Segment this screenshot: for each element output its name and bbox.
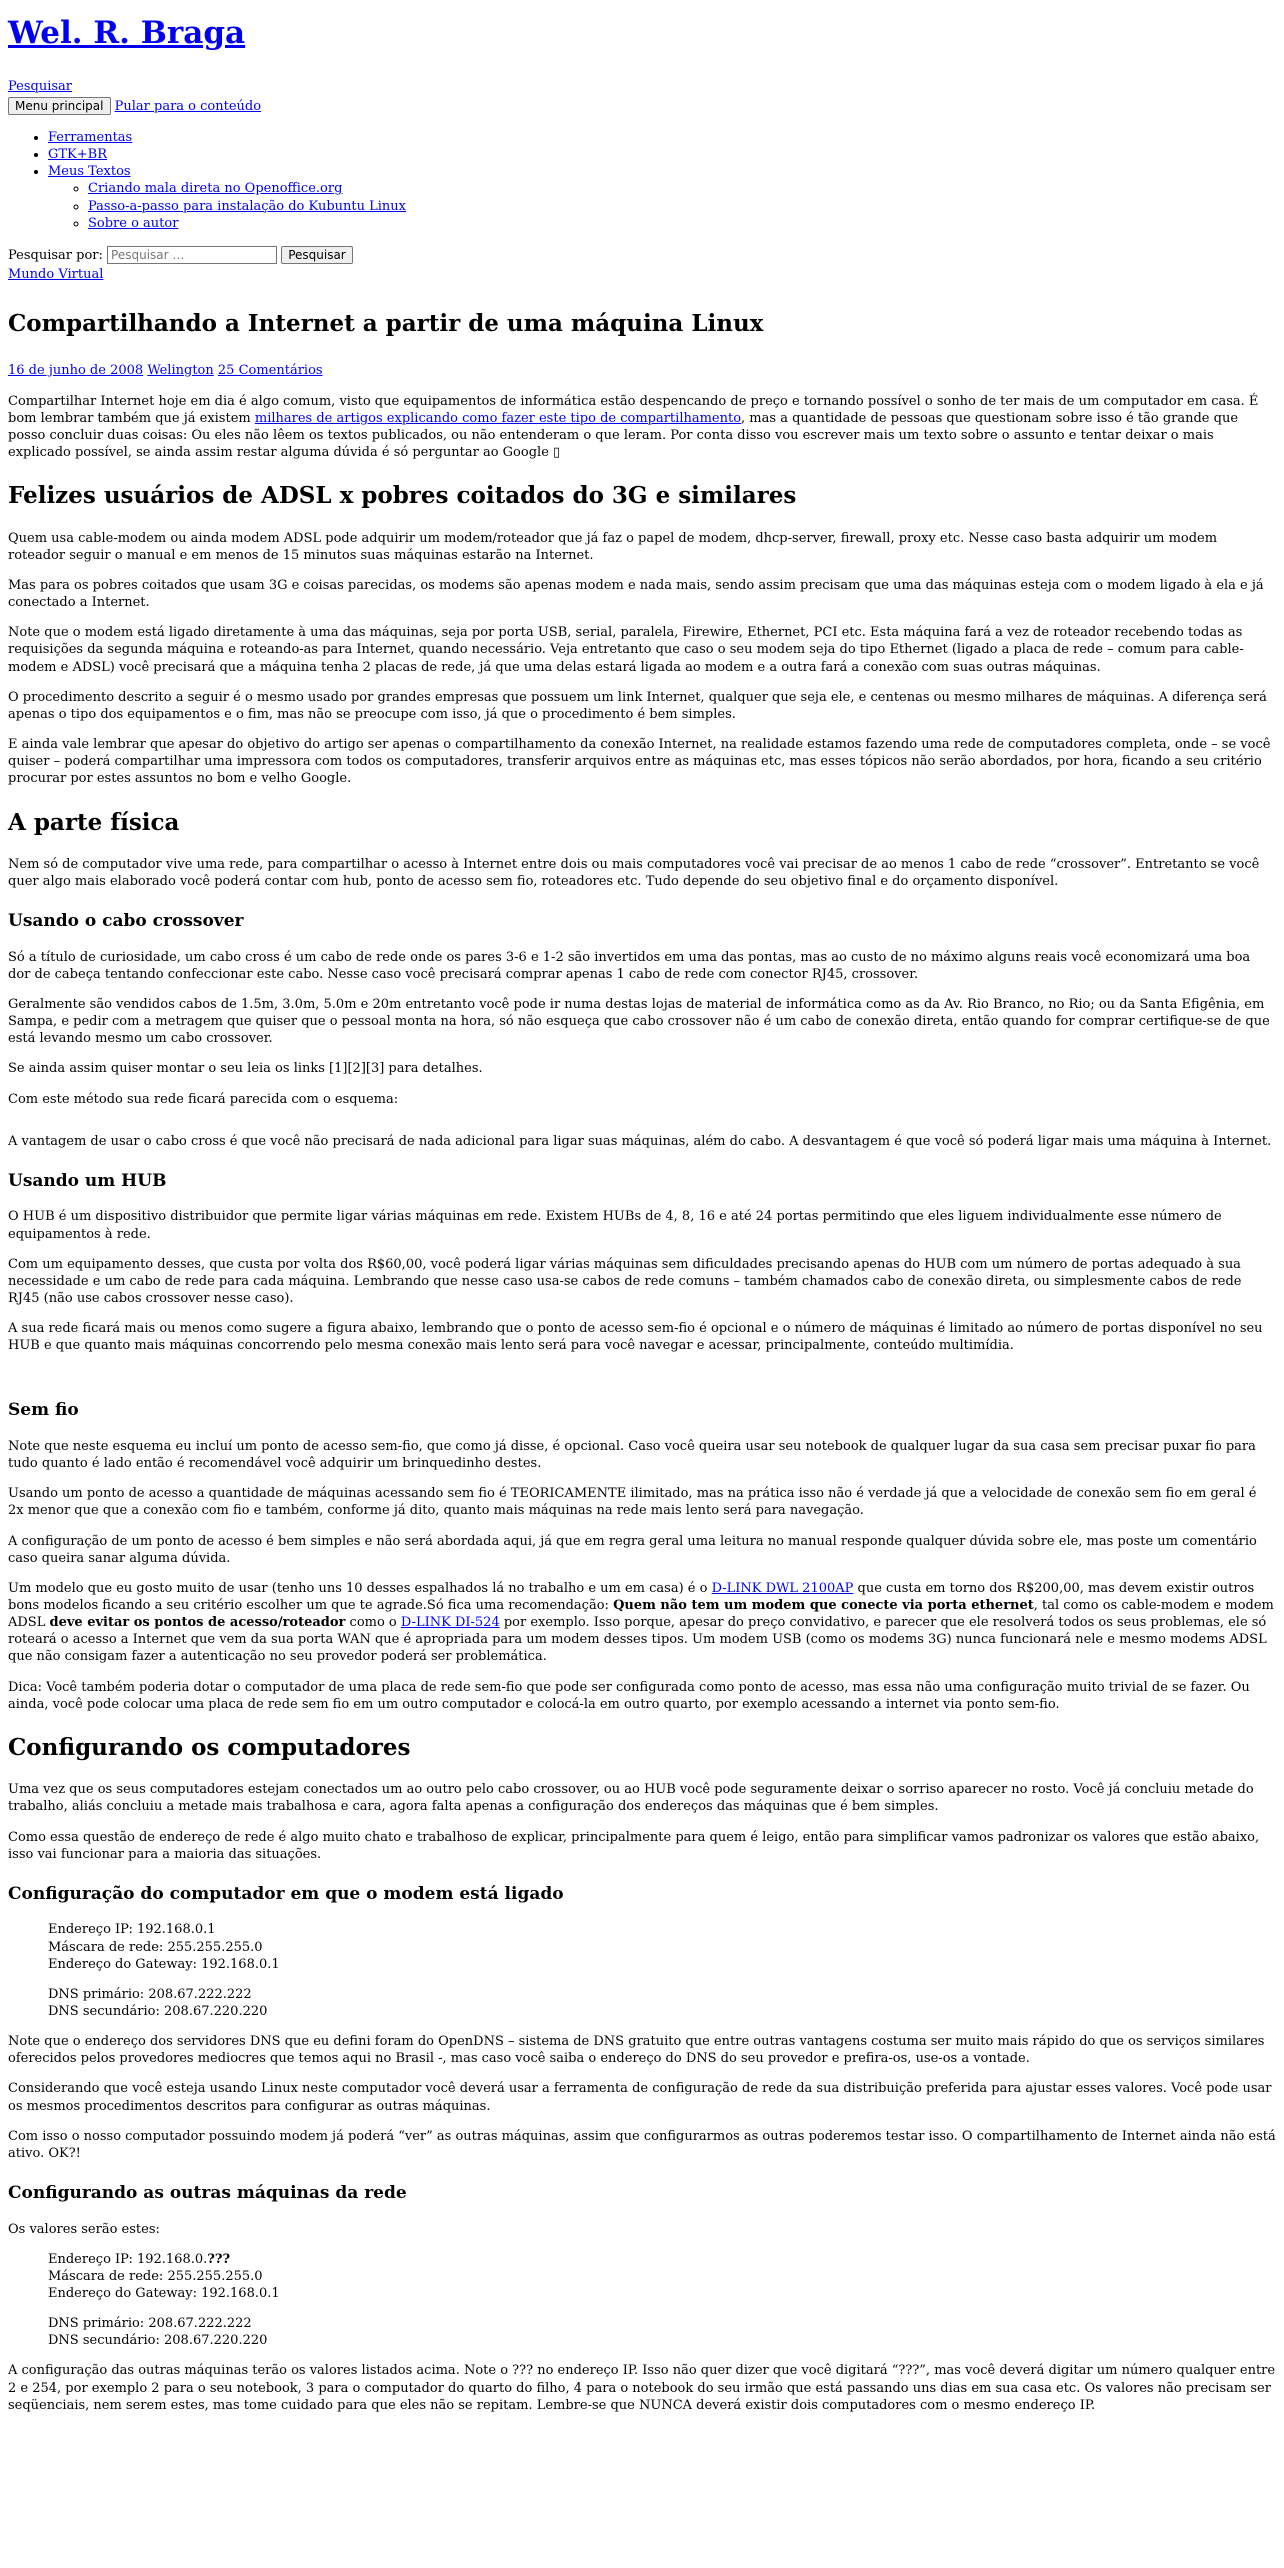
- paragraph: A vantagem de usar o cabo cross é que você não precisará de nada adicional para ligar suas máquinas, além do cabo. A desvantagem é que você só poderá ligar mais uma máquina à Internet.: [8, 1133, 1272, 1149]
- paragraph: Note que neste esquema eu incluí um ponto de acesso sem-fio, que como já disse, é opcional. Caso você queira usar seu notebook de qualquer lugar da sua casa sem precisar puxar fio para tudo quanto é lado então é recomendável você adquirir um brinquedinho destes.: [8, 1438, 1256, 1472]
- paragraph: A sua rede ficará mais ou menos como sugere a figura abaixo, lembrando que o ponto de acesso sem-fio é opcional e o número de máquinas é limitado ao número de portas disponível no seu HUB e que quanto mais máquinas concorrendo pelo mesma conexão mais lento será para você navegar e acessar, principalmente, conteúdo multimídia.: [8, 1321, 1263, 1354]
- search-form: [8, 246, 1276, 264]
- nav-item-gtkbr: [48, 146, 1276, 163]
- config-gateway: Endereço do Gateway: 192.168.0.1: [48, 2285, 280, 2301]
- text: Um modelo que eu gosto muito de usar (tenho uns 10 desses espalhados lá no trabalho e um em casa) é o: [8, 1580, 712, 1596]
- paragraph-dlink: [8, 1580, 1276, 1666]
- paragraph: Usando um ponto de acesso a quantidade de máquinas acessando sem fio é TEORICAMENTE ilimitado, mas na prática isso não é verdade já que a velocidade de conexão sem fio em geral é 2x menor que que a conexão com fio e também, conforme já dito, quanto mais máquinas na rede mais lento será para navegação.: [8, 1486, 1257, 1519]
- config-dns1: DNS primário: 208.67.222.222: [48, 1986, 252, 2002]
- network-config-block: [48, 2251, 1276, 2350]
- site-title: [8, 16, 1276, 52]
- config-dns1: DNS primário: 208.67.222.222: [48, 2316, 252, 2332]
- mundo-virtual-link[interactable]: Mundo Virtual: [8, 267, 104, 283]
- paragraph: Com um equipamento desses, que custa por volta dos R$60,00, você poderá ligar várias máquinas sem dificuldades precisando apenas do HUB com um número de portas adequado à sua necessidade e um cabo de rede para cada máquina. Lembrando que nesse caso usa-se cabos de rede comuns – também chamados cabo de conexão direta, ou simplesmente cabos de rede RJ45 (não use cabos crossover nesse caso).: [8, 1256, 1242, 1306]
- site-header: [8, 16, 1276, 283]
- dlink-dwl-2100ap-link[interactable]: D-LINK DWL 2100AP: [711, 1580, 854, 1596]
- post-comments-link[interactable]: 25 Comentários: [217, 362, 323, 378]
- section-heading-adsl-3g: Felizes usuários de ADSL x pobres coitados do 3G e similares: [8, 482, 797, 510]
- nav-link-sobre-autor[interactable]: Sobre o autor: [88, 215, 179, 231]
- search-label: Pesquisar por:: [8, 247, 103, 263]
- network-config-dns: [48, 1986, 1276, 2020]
- paragraph: Geralmente são vendidos cabos de 1.5m, 3.0m, 5.0m e 20m entretanto você pode ir numa destas lojas de material de informática como as da Av. Rio Branco, no Rio; ou da Santa Efigênia, em Sampa, e pedir com a metragem que quiser que o pessoal monta na hora, só não esqueça que cabo crossover não é um cabo de conexão direta, então quando for comprar certifique-se de que está levando mesmo um cabo crossover.: [8, 997, 1270, 1047]
- text: que custa em torno dos R$200,00, mas devem existir outros bons modelos ficando a seu critério escolher um que te agrade.Só fica uma recomendação:: [8, 1580, 1255, 1613]
- config-ip: Endereço IP: 192.168.0.: [48, 2251, 208, 2267]
- paragraph: Se ainda assim quiser montar o seu leia os links [1][2][3] para detalhes.: [8, 1061, 483, 1077]
- search-input[interactable]: [107, 246, 277, 264]
- nav-subitem: [88, 180, 1276, 197]
- paragraph: Com este método sua rede ficará parecida com o esquema:: [8, 1091, 399, 1107]
- text: por exemplo. Isso porque, apesar do preço convidativo, e parecer que ele resolverá todos os seus problemas, ele só roteará o acesso a Internet que vem da sua porta WAN que é apropriada para um modem desses tipos. Um modem USB (como os modems 3G) nunca funcionará nele e mesmo modems ADSL que não consigam fazer a autenticação no seu provedor poderá ser problemática.: [8, 1615, 1267, 1665]
- paragraph: Note que o endereço dos servidores DNS que eu defini foram do OpenDNS – sistema de DNS gratuito que entre outras vantagens costuma ser muito mais rápido do que os serviços similares oferecidos pelos provedores mediocres que temos aqui no Brasil -, mas caso você saiba o endereço do DNS do seu provedor e prefira-os, use-os a vontade.: [8, 2034, 1265, 2067]
- nav-submenu-meus-textos: [48, 180, 1276, 231]
- post-date-link[interactable]: 16 de junho de 2008: [8, 362, 144, 378]
- section-heading-parte-fisica: A parte física: [8, 808, 180, 836]
- intro-text-a: Compartilhar Internet hoje em dia é algo comum, visto que equipamentos de informática estão despencando de preço e tornando possível o sonho de ter mais de um computador em casa. É bom lembrar também que já existem: [8, 393, 1259, 426]
- paragraph: O HUB é um dispositivo distribuidor que permite ligar várias máquinas em rede. Existem HUBs de 4, 8, 16 e até 24 portas permitindo que eles liguem individualmente esse número de equipamentos à rede.: [8, 1209, 1222, 1242]
- paragraph: Nem só de computador vive uma rede, para compartilhar o acesso à Internet entre dois ou mais computadores você vai precisar de ao menos 1 cabo de rede “crossover”. Entretanto se você quer algo mais elaborado você poderá contar com hub, ponto de acesso sem fio, roteadores etc. Tudo depende do seu objetivo final e do orçamento disponível.: [8, 856, 1260, 890]
- config-ip: Endereço IP: 192.168.0.1: [48, 1922, 216, 1938]
- paragraph: O procedimento descrito a seguir é o mesmo usado por grandes empresas que possuem um link Internet, qualquer que seja ele, e centenas ou mesmo milhares de máquinas. A diferença será apenas o tipo dos equipamentos e o fim, mas não se preocupe com isso, já que o procedimento é bem simples.: [8, 689, 1267, 722]
- config-mask: Máscara de rede: 255.255.255.0: [48, 1939, 263, 1955]
- main-menu-button[interactable]: Menu principal: [8, 97, 111, 115]
- network-config-block: [48, 1921, 1276, 2020]
- section-heading-hub: Usando um HUB: [8, 1170, 167, 1191]
- bold-text: deve evitar os pontos de acesso/roteador: [49, 1615, 346, 1631]
- bold-text: Quem não tem um modem que conecte via porta ethernet: [613, 1598, 1034, 1613]
- config-dns2: DNS secundário: 208.67.220.220: [48, 2003, 268, 2019]
- network-config-ip: [48, 2251, 1276, 2302]
- intro-paragraph: [8, 393, 1276, 462]
- config-mask: Máscara de rede: 255.255.255.0: [48, 2268, 263, 2284]
- config-dns2: DNS secundário: 208.67.220.220: [48, 2333, 268, 2349]
- nav-link-ferramentas[interactable]: Ferramentas: [48, 129, 133, 145]
- nav-item-meus-textos: [48, 163, 1276, 232]
- paragraph: Mas para os pobres coitados que usam 3G e coisas parecidas, os modems são apenas modem e nada mais, sendo assim precisam que uma das máquinas esteja com o modem ligado à ela e já conectado a Internet.: [8, 578, 1264, 611]
- nav-link-meus-textos[interactable]: Meus Textos: [48, 164, 131, 180]
- diagram-placeholder: [8, 1367, 1276, 1379]
- section-heading-configurando: Configurando os computadores: [8, 1733, 411, 1761]
- text: como o: [345, 1615, 401, 1631]
- paragraph: E ainda vale lembrar que apesar do objetivo do artigo ser apenas o compartilhamento da conexão Internet, na realidade estamos fazendo uma rede de computadores completa, onde – se você quiser – poderá compartilhar uma impressora com todos os computadores, transferir arquivos entre as máquinas etc, mas esses tópicos não serão abordados, por hora, ficando a seu critério procurar por estes assuntos no bom e velho Google.: [8, 737, 1271, 787]
- skip-to-content-link[interactable]: Pular para o conteúdo: [114, 98, 262, 114]
- nav-link-mala-direta[interactable]: Criando mala direta no Openoffice.org: [88, 181, 343, 197]
- post-title: Compartilhando a Internet a partir de uma máquina Linux: [8, 310, 764, 338]
- main-navigation: [8, 129, 1276, 232]
- nav-link-gtkbr[interactable]: GTK+BR: [48, 147, 108, 163]
- search-submit-button[interactable]: Pesquisar: [281, 246, 353, 264]
- paragraph: Considerando que você esteja usando Linux neste computador você deverá usar a ferramenta de configuração de rede da sua distribuição preferida para ajustar esses valores. Você pode usar os mesmos procedimentos descritos para configurar as outras máquinas.: [8, 2081, 1272, 2114]
- paragraph: Os valores serão estes:: [8, 2221, 160, 2237]
- network-config-ip: [48, 1921, 1276, 1972]
- paragraph: Uma vez que os seus computadores estejam conectados um ao outro pelo cabo crossover, ou ao HUB você pode seguramente deixar o sorriso aparecer no rosto. Você já concluiu metade do trabalho, aliás concluiu a metade mais trabalhosa e cara, agora falta apenas a configuração dos endereços das máquinas que é bem simples.: [8, 1782, 1254, 1815]
- site-title-link[interactable]: Wel. R. Braga: [8, 15, 246, 51]
- paragraph: Note que o modem está ligado diretamente à uma das máquinas, seja por porta USB, serial, paralela, Firewire, Ethernet, PCI etc. Esta máquina fará a vez de roteador recebendo todas as requisições da segunda máquina e roteando-as para Internet, quando necessário. Veja entretanto que caso o seu modem seja do tipo Ethernet (ligado a placa de rede – comum para cable-modem e ADSL) você precisará que a máquina tenha 2 placas de rede, já que uma delas estará ligada ao modem e a outra fará a conexão com suas outras máquinas.: [8, 625, 1244, 675]
- paragraph: Como essa questão de endereço de rede é algo muito chato e trabalhoso de explicar, principalmente para quem é leigo, então para simplificar vamos padronizar os valores que estão abaixo, isso vai funcionar para a maioria das situações.: [8, 1829, 1260, 1862]
- nav-item-ferramentas: [48, 129, 1276, 146]
- nav-subitem: [88, 198, 1276, 215]
- diagram-placeholder: [8, 1121, 1276, 1133]
- paragraph: Só a título de curiosidade, um cabo cross é um cabo de rede onde os pares 3-6 e 1-2 são invertidos em uma das pontas, mas ao custo de no máximo alguns reais você economizará uma boa dor de cabeça tentando confeccionar este cabo. Nesse caso você precisará comprar apenas 1 cabo de rede com conector RJ45, crossover.: [8, 949, 1251, 982]
- text: , tal como os cable-modem e modem ADSL: [8, 1598, 1274, 1631]
- paragraph-tip: Dica: Você também poderia dotar o computador de uma placa de rede sem-fio que pode ser configurada como ponto de acesso, mas essa não uma configuração muito trivial de se fazer. Ou ainda, você pode colocar uma placa de rede sem fio em um outro computador e colocá-la em outro quarto, por exemplo acessando a internet via ponto sem-fio.: [8, 1679, 1250, 1712]
- section-heading-sem-fio: Sem fio: [8, 1400, 79, 1421]
- post-meta: [8, 362, 1276, 379]
- paragraph: A configuração de um ponto de acesso é bem simples e não será abordada aqui, já que em regra geral uma leitura no manual responde qualquer dúvida sobre ele, mas poste um comentário caso queira sanar alguma dúvida.: [8, 1533, 1257, 1566]
- section-heading-outras-maquinas: Configurando as outras máquinas da rede: [8, 2183, 407, 2204]
- post-article: [8, 309, 1276, 2414]
- section-heading-crossover: Usando o cabo crossover: [8, 911, 244, 932]
- network-config-dns: [48, 2315, 1276, 2349]
- config-ip-placeholder: ???: [207, 2251, 231, 2267]
- menu-row: [8, 97, 1276, 115]
- section-heading-config-modem-pc: Configuração do computador em que o modem está ligado: [8, 1883, 564, 1904]
- dlink-di-524-link[interactable]: D-LINK DI-524: [400, 1615, 500, 1631]
- search-toggle-link[interactable]: Pesquisar: [8, 78, 73, 94]
- config-gateway: Endereço do Gateway: 192.168.0.1: [48, 1956, 280, 1972]
- paragraph: A configuração das outras máquinas terão os valores listados acima. Note o ??? no endereço IP. Isso não quer dizer que você digitará “???”, mas você deverá digitar um número qualquer entre 2 e 254, por exemplo 2 para o seu notebook, 3 para o computador do quarto do filho, 4 para o notebook do seu irmão que está passando uns dias em sua casa etc. Os valores não precisam ser seqüenciais, nem serem estes, mas tome cuidado para que eles não se repitam. Lembre-se que NUNCA deverá existir dois computadores com o mesmo endereço IP.: [8, 2363, 1276, 2413]
- nav-link-kubuntu[interactable]: Passo-a-passo para instalação do Kubuntu Linux: [88, 198, 406, 214]
- nav-subitem: [88, 215, 1276, 232]
- paragraph: Com isso o nosso computador possuindo modem já poderá “ver” as outras máquinas, assim que configurarmos as outras poderemos testar isso. O compartilhamento de Internet ainda não está ativo. OK?!: [8, 2128, 1276, 2161]
- post-author-link[interactable]: Welington: [147, 362, 214, 378]
- intro-articles-link[interactable]: milhares de artigos explicando como fazer este tipo de compartilhamento: [254, 410, 742, 426]
- intro-text-b: , mas a quantidade de pessoas que questionam sobre isso é tão grande que posso concluir duas coisas: Ou eles não lêem os textos publicados, ou não entenderam o que leram. Por conta disso vou escrever mais um texto sobre o assunto e tentar deixar o mais explicado possível, se ainda assim restar alguma dúvida é só perguntar ao Google ▯: [8, 410, 1239, 461]
- paragraph: Quem usa cable-modem ou ainda modem ADSL pode adquirir um modem/roteador que já faz o papel de modem, dhcp-server, firewall, proxy etc. Nesse caso basta adquirir um modem roteador seguir o manual e em menos de 15 minutos suas máquinas estarão na Internet.: [8, 530, 1218, 563]
